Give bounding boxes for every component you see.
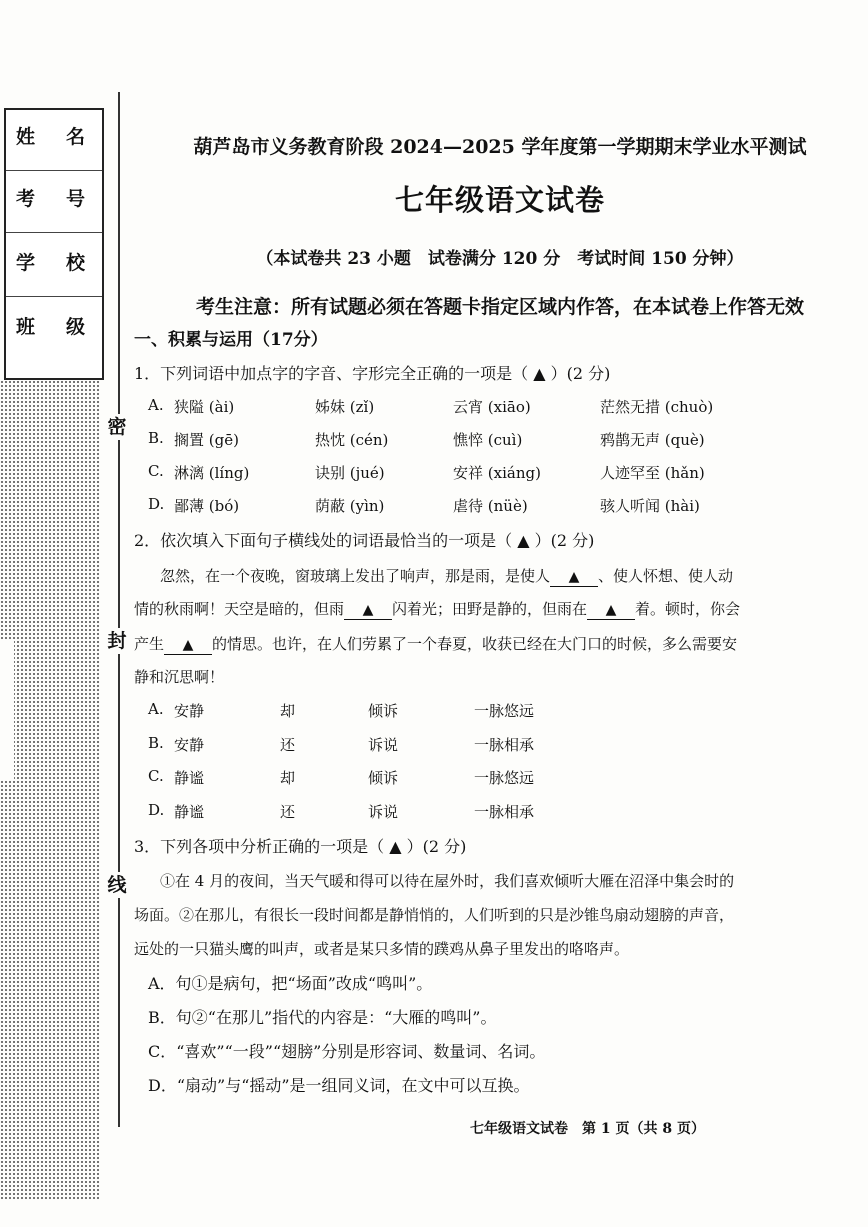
option-letter: C. xyxy=(148,767,164,785)
triangle-icon: ▲ xyxy=(182,637,194,653)
section-heading: 一、积累与运用（17分） xyxy=(134,330,328,350)
label-char: 级 xyxy=(66,316,86,338)
passage-text: 闪着光；田野是静的，但雨在 xyxy=(392,600,588,618)
paper-title: 七年级语文试卷 xyxy=(394,183,605,217)
q1-stem: 1．下列词语中加点字的字音、字形完全正确的一项是（ ▲ ）(2 分) xyxy=(134,364,611,383)
option-word: 一脉相承 xyxy=(474,803,535,821)
name-field[interactable] xyxy=(6,110,102,171)
q3-option-a[interactable]: A．句①是病句，把“场面”改成“鸣叫”。 xyxy=(148,974,433,993)
option-word: 诉说 xyxy=(368,736,399,754)
class-field[interactable] xyxy=(6,300,102,374)
binding-line xyxy=(118,92,120,1127)
option-word: 鸦鹊无声 (què) xyxy=(600,431,705,449)
option-word: 憔悴 (cuì) xyxy=(453,431,523,449)
option-word: 一脉悠远 xyxy=(474,702,535,720)
triangle-icon: ▲ xyxy=(568,569,580,585)
option-word: 倾诉 xyxy=(368,702,399,720)
q3-passage-line-2: 场面。②在那儿，有很长一段时间都是静悄悄的，人们听到的只是沙锥鸟扇动翅膀的声音， xyxy=(134,906,735,924)
dot-gap xyxy=(0,640,14,780)
option-word: 诉说 xyxy=(368,803,399,821)
passage-text: 情的秋雨啊！天空是暗的，但雨 xyxy=(134,600,345,618)
q2-passage-line-1 xyxy=(160,565,866,587)
label-char: 班 xyxy=(16,316,36,338)
q3-option-b[interactable]: B．句②“在那儿”指代的内容是：“大雁的鸣叫”。 xyxy=(148,1008,497,1027)
option-word: 虐待 (nüè) xyxy=(453,497,528,515)
option-letter: B. xyxy=(148,734,164,752)
q3-passage-line-1: ①在 4 月的夜间，当天气暖和得可以待在屋外时，我们喜欢倾听大雁在沼泽中集会时的 xyxy=(160,872,735,890)
option-word: 搁置 (gē) xyxy=(174,431,239,449)
fill-blank[interactable] xyxy=(344,600,392,620)
q2-passage-line-3 xyxy=(134,633,840,655)
paper-subtitle: （本试卷共 23 小题 试卷满分 120 分 考试时间 150 分钟） xyxy=(256,249,744,269)
option-word: 淋漓 (líng) xyxy=(174,464,250,482)
seal-xian: 线 xyxy=(104,872,130,898)
option-word: 安静 xyxy=(174,736,205,754)
option-word: 鄙薄 (bó) xyxy=(174,497,240,515)
fill-blank[interactable] xyxy=(550,567,598,587)
option-word: 荫蔽 (yìn) xyxy=(315,497,385,515)
label-char: 姓 xyxy=(16,126,36,148)
option-word: 却 xyxy=(280,702,296,720)
option-word: 还 xyxy=(280,736,296,754)
option-word: 安祥 (xiáng) xyxy=(453,464,541,482)
q3-option-c[interactable]: C．“喜欢”“一段”“翅膀”分别是形容词、数量词、名词。 xyxy=(148,1042,546,1061)
label-char: 校 xyxy=(66,252,86,274)
option-letter: D. xyxy=(148,495,165,513)
label-char: 号 xyxy=(66,188,86,210)
label-char: 考 xyxy=(16,188,36,210)
q2-passage-line-2 xyxy=(134,598,840,620)
seal-mi: 密 xyxy=(104,414,130,440)
option-word: 倾诉 xyxy=(368,769,399,787)
label-char: 学 xyxy=(16,252,36,274)
option-word: 云宵 (xiāo) xyxy=(453,398,531,416)
option-letter: A. xyxy=(148,700,164,718)
triangle-icon: ▲ xyxy=(362,602,374,618)
label-char: 名 xyxy=(66,126,86,148)
seal-feng: 封 xyxy=(104,628,130,654)
q3-option-d[interactable]: D．“扇动”与“摇动”是一组同义词，在文中可以互换。 xyxy=(148,1076,530,1095)
option-word: 诀别 (jué) xyxy=(315,464,385,482)
page-footer: 七年级语文试卷 第 1 页（共 8 页） xyxy=(470,1121,705,1137)
q2-passage-line-4: 静和沉思啊！ xyxy=(134,668,225,686)
student-info-box xyxy=(4,108,104,380)
option-word: 热忱 (cén) xyxy=(315,431,389,449)
option-word: 骇人听闻 (hài) xyxy=(600,497,700,515)
q3-stem: 3．下列各项中分析正确的一项是（ ▲ ）(2 分) xyxy=(134,837,467,856)
school-field[interactable] xyxy=(6,236,102,297)
candidate-notice: 考生注意：所有试题必须在答题卡指定区域内作答，在本试卷上作答无效 xyxy=(195,296,804,318)
option-word: 狭隘 (ài) xyxy=(174,398,235,416)
option-word: 还 xyxy=(280,803,296,821)
option-word: 茫然无措 (chuò) xyxy=(600,398,714,416)
option-word: 却 xyxy=(280,769,296,787)
exam-number-field[interactable] xyxy=(6,172,102,233)
q3-passage-line-3: 远处的一只猫头鹰的叫声，或者是某只多情的蹼鸡从鼻子里发出的咯咯声。 xyxy=(134,940,630,958)
fill-blank[interactable] xyxy=(164,635,212,655)
option-word: 一脉悠远 xyxy=(474,769,535,787)
option-word: 安静 xyxy=(174,702,205,720)
passage-text: 的情思。也许，在人们劳累了一个春夏，收获已经在大门口的时候，多么需要安 xyxy=(212,635,738,653)
q2-stem: 2．依次填入下面句子横线处的词语最恰当的一项是（ ▲ ）(2 分) xyxy=(134,531,595,550)
option-letter: D. xyxy=(148,801,165,819)
option-word: 姊妹 (zǐ) xyxy=(315,398,375,416)
exam-title: 葫芦岛市义务教育阶段 2024—2025 学年度第一学期期末学业水平测试 xyxy=(193,136,807,158)
passage-text: 忽然，在一个夜晚，窗玻璃上发出了响声，那是雨，是使人 xyxy=(160,567,551,585)
fill-blank[interactable] xyxy=(587,600,635,620)
binding-dot-pattern xyxy=(0,380,100,1200)
option-word: 一脉相承 xyxy=(474,736,535,754)
option-letter: B. xyxy=(148,429,164,447)
triangle-icon: ▲ xyxy=(605,602,617,618)
option-word: 静谧 xyxy=(174,803,205,821)
passage-text: 、使人怀想、使人动 xyxy=(598,567,734,585)
passage-text: 产生 xyxy=(134,635,165,653)
option-word: 人迹罕至 (hǎn) xyxy=(600,464,705,482)
option-letter: A. xyxy=(148,396,164,414)
passage-text: 着。顿时，你会 xyxy=(635,600,741,618)
option-word: 静谧 xyxy=(174,769,205,787)
option-letter: C. xyxy=(148,462,164,480)
